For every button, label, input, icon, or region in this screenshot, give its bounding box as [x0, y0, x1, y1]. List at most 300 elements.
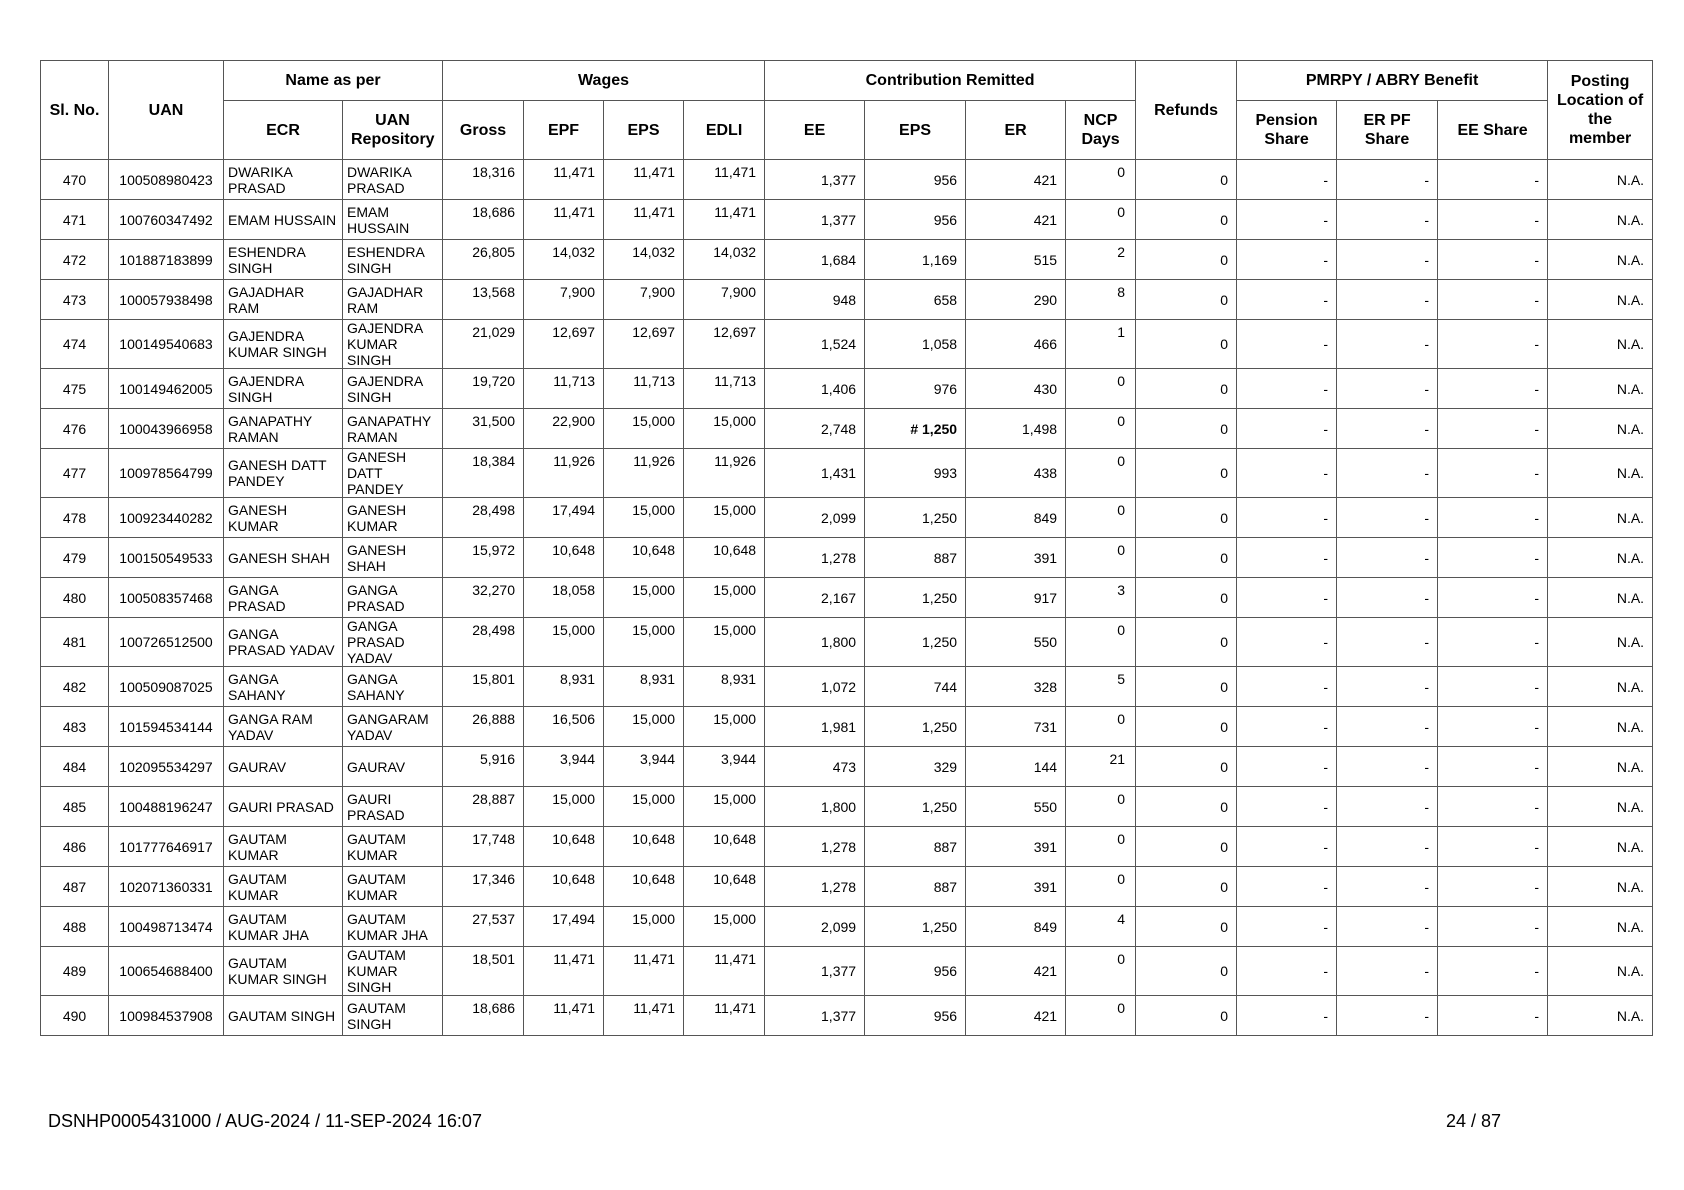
cell-ee-share: - — [1438, 160, 1548, 200]
header-contribution-remitted: Contribution Remitted — [765, 61, 1136, 101]
cell-refunds: 0 — [1136, 160, 1237, 200]
cell-ee-share: - — [1438, 667, 1548, 707]
cell-edli: 15,000 — [684, 787, 765, 827]
table-row — [41, 787, 1653, 827]
cell-er: 917 — [966, 578, 1066, 618]
cell-sl-no: 478 — [41, 498, 109, 538]
cell-posting-location: N.A. — [1548, 538, 1653, 578]
cell-ee: 2,167 — [765, 578, 865, 618]
cell-sl-no: 480 — [41, 578, 109, 618]
cell-epf: 15,000 — [524, 618, 604, 667]
header-sl-no: Sl. No. — [41, 61, 109, 160]
cell-ee: 1,377 — [765, 947, 865, 996]
cell-ee-share: - — [1438, 787, 1548, 827]
cell-posting-location: N.A. — [1548, 200, 1653, 240]
cell-gross: 17,748 — [443, 827, 524, 867]
table-row — [41, 867, 1653, 907]
cell-ee-share: - — [1438, 996, 1548, 1036]
header-posting-location: Posting Location of the member — [1548, 61, 1653, 160]
cell-name-uan-repository: ESHENDRA SINGH — [343, 240, 443, 280]
cell-er-pf-share: - — [1337, 449, 1438, 498]
cell-posting-location: N.A. — [1548, 449, 1653, 498]
cell-wages-eps: 11,471 — [604, 160, 684, 200]
cell-ee: 1,278 — [765, 867, 865, 907]
cell-ee: 2,748 — [765, 409, 865, 449]
cell-epf: 16,506 — [524, 707, 604, 747]
cell-uan: 100760347492 — [109, 200, 224, 240]
cell-edli: 11,713 — [684, 369, 765, 409]
cell-uan: 100149540683 — [109, 320, 224, 369]
cell-ncp-days: 0 — [1066, 618, 1136, 667]
header-uan-repository: UAN Repository — [343, 101, 443, 160]
cell-gross: 28,887 — [443, 787, 524, 827]
cell-wages-eps: 15,000 — [604, 707, 684, 747]
cell-uan: 100726512500 — [109, 618, 224, 667]
cell-ee: 1,377 — [765, 160, 865, 200]
cell-uan: 100509087025 — [109, 667, 224, 707]
cell-wages-eps: 11,471 — [604, 947, 684, 996]
header-er: ER — [966, 101, 1066, 160]
cell-gross: 18,501 — [443, 947, 524, 996]
cell-er: 421 — [966, 160, 1066, 200]
cell-uan: 100508357468 — [109, 578, 224, 618]
cell-sl-no: 471 — [41, 200, 109, 240]
cell-name-ecr: GANAPATHY RAMAN — [224, 409, 343, 449]
member-contribution-table — [40, 60, 1653, 1036]
contribution-sheet — [40, 60, 1653, 1036]
cell-edli: 11,926 — [684, 449, 765, 498]
table-header — [41, 61, 1653, 160]
cell-ee: 2,099 — [765, 498, 865, 538]
cell-wages-eps: 8,931 — [604, 667, 684, 707]
header-wages-eps: EPS — [604, 101, 684, 160]
cell-uan: 100498713474 — [109, 907, 224, 947]
cell-pension-share: - — [1237, 498, 1337, 538]
cell-edli: 3,944 — [684, 747, 765, 787]
cell-pension-share: - — [1237, 240, 1337, 280]
cell-epf: 14,032 — [524, 240, 604, 280]
cell-posting-location: N.A. — [1548, 618, 1653, 667]
cell-name-uan-repository: GAUTAM KUMAR — [343, 827, 443, 867]
cell-sl-no: 490 — [41, 996, 109, 1036]
cell-name-ecr: GANGA PRASAD — [224, 578, 343, 618]
cell-epf: 11,471 — [524, 996, 604, 1036]
cell-pension-share: - — [1237, 947, 1337, 996]
cell-refunds: 0 — [1136, 747, 1237, 787]
cell-uan: 100043966958 — [109, 409, 224, 449]
cell-er-pf-share: - — [1337, 907, 1438, 947]
cell-er-pf-share: - — [1337, 867, 1438, 907]
cell-gross: 5,916 — [443, 747, 524, 787]
cell-uan: 102071360331 — [109, 867, 224, 907]
cell-ncp-days: 0 — [1066, 827, 1136, 867]
cell-ncp-days: 21 — [1066, 747, 1136, 787]
cell-refunds: 0 — [1136, 538, 1237, 578]
cell-er: 731 — [966, 707, 1066, 747]
cell-er: 391 — [966, 538, 1066, 578]
cell-gross: 15,972 — [443, 538, 524, 578]
cell-name-uan-repository: GAJENDRA SINGH — [343, 369, 443, 409]
cell-pension-share: - — [1237, 907, 1337, 947]
cell-er: 438 — [966, 449, 1066, 498]
table-body — [41, 160, 1653, 1036]
cell-ee: 473 — [765, 747, 865, 787]
cell-edli: 11,471 — [684, 160, 765, 200]
cell-er-pf-share: - — [1337, 240, 1438, 280]
cell-ee-share: - — [1438, 498, 1548, 538]
cell-pension-share: - — [1237, 787, 1337, 827]
cell-epf: 22,900 — [524, 409, 604, 449]
cell-contribution-eps: 329 — [865, 747, 966, 787]
cell-ee-share: - — [1438, 707, 1548, 747]
cell-wages-eps: 11,471 — [604, 996, 684, 1036]
cell-er-pf-share: - — [1337, 947, 1438, 996]
cell-contribution-eps: 976 — [865, 369, 966, 409]
header-contribution-eps: EPS — [865, 101, 966, 160]
cell-sl-no: 481 — [41, 618, 109, 667]
cell-er: 290 — [966, 280, 1066, 320]
cell-refunds: 0 — [1136, 320, 1237, 369]
cell-wages-eps: 10,648 — [604, 827, 684, 867]
cell-sl-no: 476 — [41, 409, 109, 449]
header-uan: UAN — [109, 61, 224, 160]
table-row — [41, 747, 1653, 787]
cell-contribution-eps: 993 — [865, 449, 966, 498]
cell-wages-eps: 3,944 — [604, 747, 684, 787]
cell-name-ecr: GAURAV — [224, 747, 343, 787]
cell-er: 144 — [966, 747, 1066, 787]
cell-gross: 28,498 — [443, 498, 524, 538]
cell-gross: 15,801 — [443, 667, 524, 707]
cell-edli: 15,000 — [684, 707, 765, 747]
cell-name-ecr: GANGA RAM YADAV — [224, 707, 343, 747]
cell-name-ecr: GAUTAM KUMAR SINGH — [224, 947, 343, 996]
cell-wages-eps: 15,000 — [604, 498, 684, 538]
cell-posting-location: N.A. — [1548, 160, 1653, 200]
cell-refunds: 0 — [1136, 409, 1237, 449]
cell-epf: 11,926 — [524, 449, 604, 498]
cell-contribution-eps: 1,250 — [865, 618, 966, 667]
cell-ncp-days: 0 — [1066, 867, 1136, 907]
cell-ee: 1,524 — [765, 320, 865, 369]
cell-er: 421 — [966, 200, 1066, 240]
cell-name-ecr: GAUTAM KUMAR JHA — [224, 907, 343, 947]
cell-refunds: 0 — [1136, 240, 1237, 280]
cell-epf: 12,697 — [524, 320, 604, 369]
cell-epf: 11,471 — [524, 160, 604, 200]
cell-contribution-eps: 1,250 — [865, 907, 966, 947]
cell-edli: 11,471 — [684, 200, 765, 240]
cell-gross: 13,568 — [443, 280, 524, 320]
cell-refunds: 0 — [1136, 618, 1237, 667]
cell-contribution-eps: 887 — [865, 538, 966, 578]
cell-posting-location: N.A. — [1548, 280, 1653, 320]
header-edli: EDLI — [684, 101, 765, 160]
header-ncp-days: NCP Days — [1066, 101, 1136, 160]
cell-pension-share: - — [1237, 409, 1337, 449]
cell-contribution-eps: 1,250 — [865, 707, 966, 747]
cell-edli: 14,032 — [684, 240, 765, 280]
cell-edli: 10,648 — [684, 867, 765, 907]
cell-epf: 18,058 — [524, 578, 604, 618]
cell-ncp-days: 1 — [1066, 320, 1136, 369]
cell-er-pf-share: - — [1337, 369, 1438, 409]
table-row — [41, 160, 1653, 200]
header-epf: EPF — [524, 101, 604, 160]
cell-uan: 102095534297 — [109, 747, 224, 787]
cell-name-ecr: GAJENDRA KUMAR SINGH — [224, 320, 343, 369]
cell-er-pf-share: - — [1337, 618, 1438, 667]
cell-contribution-eps: 658 — [865, 280, 966, 320]
cell-ee: 1,431 — [765, 449, 865, 498]
cell-ncp-days: 0 — [1066, 409, 1136, 449]
table-row — [41, 667, 1653, 707]
cell-name-uan-repository: GAURAV — [343, 747, 443, 787]
cell-refunds: 0 — [1136, 787, 1237, 827]
cell-pension-share: - — [1237, 747, 1337, 787]
cell-er-pf-share: - — [1337, 320, 1438, 369]
cell-ncp-days: 5 — [1066, 667, 1136, 707]
cell-er: 328 — [966, 667, 1066, 707]
cell-name-uan-repository: EMAM HUSSAIN — [343, 200, 443, 240]
cell-ee-share: - — [1438, 538, 1548, 578]
table-row — [41, 409, 1653, 449]
table-row — [41, 369, 1653, 409]
cell-sl-no: 489 — [41, 947, 109, 996]
cell-gross: 18,686 — [443, 996, 524, 1036]
cell-er: 849 — [966, 498, 1066, 538]
cell-ncp-days: 2 — [1066, 240, 1136, 280]
cell-ncp-days: 0 — [1066, 200, 1136, 240]
cell-ncp-days: 0 — [1066, 947, 1136, 996]
cell-ee-share: - — [1438, 200, 1548, 240]
cell-ee-share: - — [1438, 409, 1548, 449]
cell-er-pf-share: - — [1337, 667, 1438, 707]
cell-sl-no: 475 — [41, 369, 109, 409]
cell-ncp-days: 4 — [1066, 907, 1136, 947]
cell-ncp-days: 0 — [1066, 498, 1136, 538]
cell-uan: 100654688400 — [109, 947, 224, 996]
table-row — [41, 449, 1653, 498]
cell-contribution-eps: 1,250 — [865, 787, 966, 827]
table-row — [41, 618, 1653, 667]
cell-posting-location: N.A. — [1548, 947, 1653, 996]
cell-posting-location: N.A. — [1548, 827, 1653, 867]
table-row — [41, 498, 1653, 538]
cell-contribution-eps: 956 — [865, 200, 966, 240]
cell-name-uan-repository: GANGARAM YADAV — [343, 707, 443, 747]
cell-name-uan-repository: GAJENDRA KUMAR SINGH — [343, 320, 443, 369]
cell-name-ecr: GANESH KUMAR — [224, 498, 343, 538]
table-row — [41, 200, 1653, 240]
cell-ee-share: - — [1438, 578, 1548, 618]
cell-posting-location: N.A. — [1548, 867, 1653, 907]
cell-name-uan-repository: GANGA SAHANY — [343, 667, 443, 707]
header-ecr: ECR — [224, 101, 343, 160]
cell-gross: 18,686 — [443, 200, 524, 240]
cell-gross: 27,537 — [443, 907, 524, 947]
cell-sl-no: 482 — [41, 667, 109, 707]
cell-ncp-days: 0 — [1066, 787, 1136, 827]
cell-refunds: 0 — [1136, 667, 1237, 707]
cell-gross: 26,888 — [443, 707, 524, 747]
cell-edli: 15,000 — [684, 498, 765, 538]
cell-ee: 1,406 — [765, 369, 865, 409]
cell-contribution-eps: 1,169 — [865, 240, 966, 280]
cell-sl-no: 486 — [41, 827, 109, 867]
cell-sl-no: 477 — [41, 449, 109, 498]
cell-ee-share: - — [1438, 867, 1548, 907]
cell-refunds: 0 — [1136, 827, 1237, 867]
cell-er-pf-share: - — [1337, 538, 1438, 578]
cell-wages-eps: 12,697 — [604, 320, 684, 369]
cell-er-pf-share: - — [1337, 747, 1438, 787]
cell-name-ecr: GAUTAM KUMAR — [224, 827, 343, 867]
cell-ee-share: - — [1438, 369, 1548, 409]
cell-name-uan-repository: GANESH KUMAR — [343, 498, 443, 538]
cell-uan: 100057938498 — [109, 280, 224, 320]
cell-er-pf-share: - — [1337, 707, 1438, 747]
cell-sl-no: 488 — [41, 907, 109, 947]
cell-sl-no: 483 — [41, 707, 109, 747]
cell-edli: 15,000 — [684, 409, 765, 449]
cell-ee: 1,377 — [765, 996, 865, 1036]
cell-gross: 18,316 — [443, 160, 524, 200]
cell-name-ecr: GAJADHAR RAM — [224, 280, 343, 320]
header-name-as-per: Name as per — [224, 61, 443, 101]
cell-ee: 1,377 — [765, 200, 865, 240]
cell-er: 421 — [966, 996, 1066, 1036]
header-ee-share: EE Share — [1438, 101, 1548, 160]
header-wages: Wages — [443, 61, 765, 101]
cell-name-ecr: GAURI PRASAD — [224, 787, 343, 827]
cell-contribution-eps: # 1,250 — [865, 409, 966, 449]
cell-sl-no: 485 — [41, 787, 109, 827]
cell-name-ecr: GAUTAM SINGH — [224, 996, 343, 1036]
cell-er: 421 — [966, 947, 1066, 996]
cell-er: 391 — [966, 827, 1066, 867]
cell-uan: 101887183899 — [109, 240, 224, 280]
cell-sl-no: 487 — [41, 867, 109, 907]
cell-epf: 17,494 — [524, 498, 604, 538]
cell-er: 515 — [966, 240, 1066, 280]
cell-epf: 15,000 — [524, 787, 604, 827]
cell-er-pf-share: - — [1337, 409, 1438, 449]
cell-posting-location: N.A. — [1548, 240, 1653, 280]
cell-edli: 15,000 — [684, 578, 765, 618]
table-row — [41, 707, 1653, 747]
cell-posting-location: N.A. — [1548, 747, 1653, 787]
cell-refunds: 0 — [1136, 498, 1237, 538]
cell-name-ecr: GAJENDRA SINGH — [224, 369, 343, 409]
cell-posting-location: N.A. — [1548, 667, 1653, 707]
cell-gross: 21,029 — [443, 320, 524, 369]
cell-pension-share: - — [1237, 160, 1337, 200]
cell-edli: 8,931 — [684, 667, 765, 707]
cell-uan: 101594534144 — [109, 707, 224, 747]
cell-contribution-eps: 1,058 — [865, 320, 966, 369]
cell-ee-share: - — [1438, 618, 1548, 667]
cell-ncp-days: 0 — [1066, 707, 1136, 747]
cell-edli: 11,471 — [684, 996, 765, 1036]
cell-pension-share: - — [1237, 200, 1337, 240]
cell-gross: 17,346 — [443, 867, 524, 907]
cell-ee-share: - — [1438, 320, 1548, 369]
cell-epf: 17,494 — [524, 907, 604, 947]
cell-contribution-eps: 887 — [865, 867, 966, 907]
cell-posting-location: N.A. — [1548, 707, 1653, 747]
cell-ee-share: - — [1438, 827, 1548, 867]
cell-sl-no: 473 — [41, 280, 109, 320]
cell-epf: 10,648 — [524, 867, 604, 907]
cell-wages-eps: 11,471 — [604, 200, 684, 240]
cell-name-ecr: ESHENDRA SINGH — [224, 240, 343, 280]
cell-ee: 948 — [765, 280, 865, 320]
cell-name-ecr: EMAM HUSSAIN — [224, 200, 343, 240]
cell-ee: 1,684 — [765, 240, 865, 280]
cell-er-pf-share: - — [1337, 996, 1438, 1036]
cell-ee-share: - — [1438, 240, 1548, 280]
cell-ee: 1,278 — [765, 538, 865, 578]
table-row — [41, 578, 1653, 618]
cell-posting-location: N.A. — [1548, 409, 1653, 449]
cell-epf: 8,931 — [524, 667, 604, 707]
cell-ncp-days: 0 — [1066, 160, 1136, 200]
cell-refunds: 0 — [1136, 867, 1237, 907]
cell-gross: 18,384 — [443, 449, 524, 498]
cell-er: 550 — [966, 618, 1066, 667]
cell-contribution-eps: 956 — [865, 160, 966, 200]
cell-uan: 100488196247 — [109, 787, 224, 827]
cell-wages-eps: 15,000 — [604, 907, 684, 947]
cell-ncp-days: 0 — [1066, 369, 1136, 409]
table-row — [41, 907, 1653, 947]
header-ee: EE — [765, 101, 865, 160]
cell-wages-eps: 7,900 — [604, 280, 684, 320]
cell-ee: 1,800 — [765, 787, 865, 827]
cell-name-uan-repository: GANGA PRASAD YADAV — [343, 618, 443, 667]
cell-posting-location: N.A. — [1548, 369, 1653, 409]
cell-refunds: 0 — [1136, 947, 1237, 996]
cell-ee-share: - — [1438, 280, 1548, 320]
cell-posting-location: N.A. — [1548, 320, 1653, 369]
cell-wages-eps: 10,648 — [604, 867, 684, 907]
cell-refunds: 0 — [1136, 578, 1237, 618]
cell-name-uan-repository: GANAPATHY RAMAN — [343, 409, 443, 449]
cell-edli: 11,471 — [684, 947, 765, 996]
cell-name-ecr: DWARIKA PRASAD — [224, 160, 343, 200]
cell-er-pf-share: - — [1337, 578, 1438, 618]
table-row — [41, 240, 1653, 280]
cell-epf: 7,900 — [524, 280, 604, 320]
cell-er-pf-share: - — [1337, 280, 1438, 320]
cell-gross: 32,270 — [443, 578, 524, 618]
cell-posting-location: N.A. — [1548, 907, 1653, 947]
cell-er: 550 — [966, 787, 1066, 827]
table-row — [41, 280, 1653, 320]
cell-contribution-eps: 887 — [865, 827, 966, 867]
cell-gross: 19,720 — [443, 369, 524, 409]
cell-name-ecr: GANGA PRASAD YADAV — [224, 618, 343, 667]
cell-wages-eps: 14,032 — [604, 240, 684, 280]
cell-ee: 1,981 — [765, 707, 865, 747]
cell-edli: 15,000 — [684, 907, 765, 947]
cell-sl-no: 479 — [41, 538, 109, 578]
cell-name-uan-repository: DWARIKA PRASAD — [343, 160, 443, 200]
cell-name-uan-repository: GAUTAM KUMAR SINGH — [343, 947, 443, 996]
cell-contribution-eps: 956 — [865, 996, 966, 1036]
cell-wages-eps: 15,000 — [604, 409, 684, 449]
